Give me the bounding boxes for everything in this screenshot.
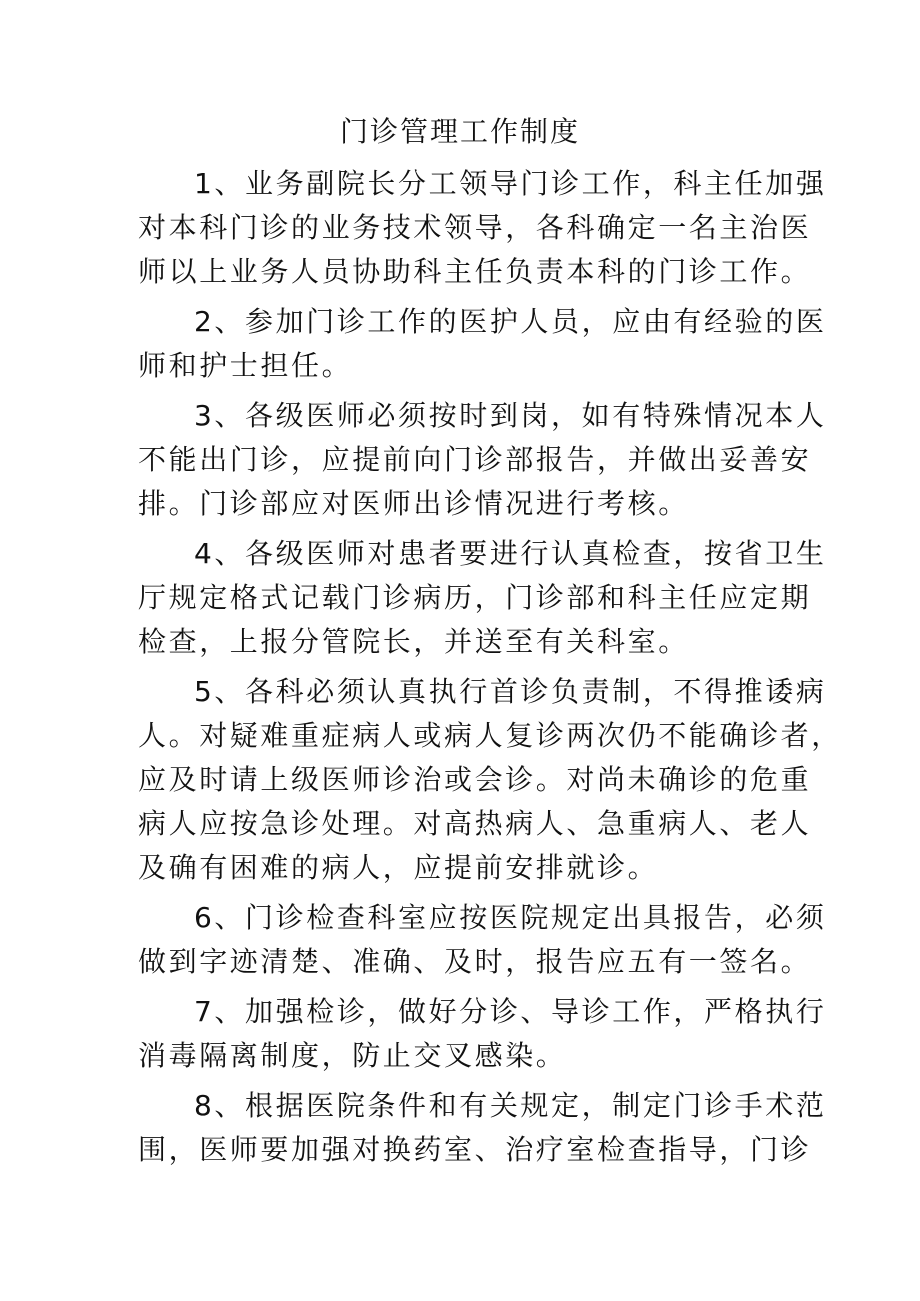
- paragraph-6-line-2: 做到字迹清楚、准确、及时，报告应五有一签名。: [138, 945, 812, 978]
- paragraph-8-line-2: 围，医师要加强对换药室、治疗室检查指导，门诊: [138, 1133, 812, 1166]
- paragraph-2-line-2: 师和护士担任。: [138, 349, 353, 382]
- paragraph-5-line-2: 人。对疑难重症病人或病人复诊两次仍不能确诊者，: [138, 719, 842, 752]
- paragraph-6-line-1: 6、门诊检查科室应按医院规定出具报告，必须: [194, 901, 827, 934]
- paragraph-7-line-2: 消毒隔离制度，防止交叉感染。: [138, 1039, 567, 1072]
- paragraph-5-line-3: 应及时请上级医师诊治或会诊。对尚未确诊的危重: [138, 763, 812, 796]
- paragraph-7-line-1: 7、加强检诊，做好分诊、导诊工作，严格执行: [194, 995, 827, 1028]
- paragraph-8-line-1: 8、根据医院条件和有关规定，制定门诊手术范: [194, 1089, 827, 1122]
- paragraph-4-line-2: 厅规定格式记载门诊病历，门诊部和科主任应定期: [138, 581, 812, 614]
- paragraph-3-line-3: 排。门诊部应对医师出诊情况进行考核。: [138, 487, 689, 520]
- paragraph-3-line-1: 3、各级医师必须按时到岗，如有特殊情况本人: [194, 399, 827, 432]
- paragraph-1-line-3: 师以上业务人员协助科主任负责本科的门诊工作。: [138, 255, 812, 288]
- paragraph-1-line-2: 对本科门诊的业务技术领导，各科确定一名主治医: [138, 211, 812, 244]
- paragraph-1-line-1: 1、业务副院长分工领导门诊工作，科主任加强: [194, 167, 827, 200]
- paragraph-4-line-3: 检查，上报分管院长，并送至有关科室。: [138, 625, 689, 658]
- paragraph-5-line-5: 及确有困难的病人，应提前安排就诊。: [138, 851, 659, 884]
- document-title: 门诊管理工作制度: [339, 115, 580, 148]
- paragraph-5-line-1: 5、各科必须认真执行首诊负责制，不得推诿病: [194, 675, 827, 708]
- paragraph-4-line-1: 4、各级医师对患者要进行认真检查，按省卫生: [194, 537, 827, 570]
- paragraph-3-line-2: 不能出门诊，应提前向门诊部报告，并做出妥善安: [138, 443, 812, 476]
- paragraph-5-line-4: 病人应按急诊处理。对高热病人、急重病人、老人: [138, 807, 812, 840]
- paragraph-2-line-1: 2、参加门诊工作的医护人员，应由有经验的医: [194, 305, 827, 338]
